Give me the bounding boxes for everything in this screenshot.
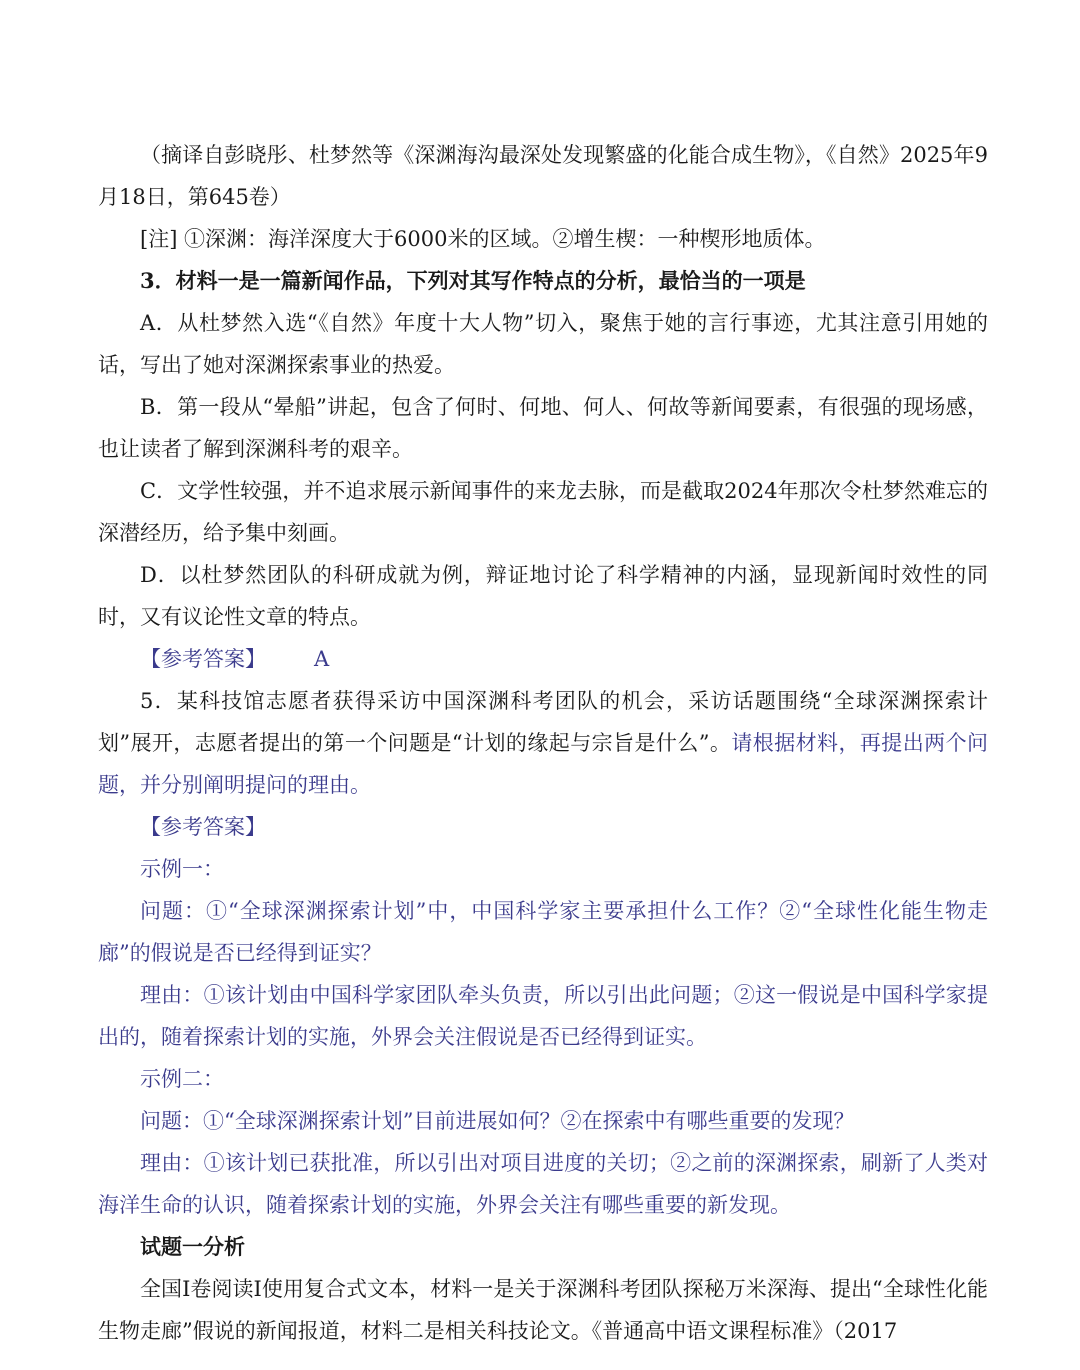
example-2-reason: 理由：①该计划已获批准，所以引出对项目进度的关切；②之前的深渊探索，刷新了人类对海洋生命的认识，随着探索计划的实施，外界会关注有哪些重要的新发现。 bbox=[98, 1151, 988, 1217]
question-3-option-b: B．第一段从“晕船”讲起，包含了何时、何地、何人、何故等新闻要素，有很强的现场感，也让读者了解到深渊科考的艰辛。 bbox=[98, 395, 988, 461]
question-3-option-d: D．以杜梦然团队的科研成就为例，辩证地讨论了科学精神的内涵，显现新闻时效性的同时，又有议论性文章的特点。 bbox=[98, 563, 988, 629]
question-3-stem: 3．材料一是一篇新闻作品，下列对其写作特点的分析，最恰当的一项是 bbox=[140, 268, 806, 293]
example-2-question: 问题：①“全球深渊探索计划”目前进展如何？②在探索中有哪些重要的发现？ bbox=[140, 1109, 855, 1133]
question-3-option-a: A．从杜梦然入选“《自然》年度十大人物”切入，聚焦于她的言行事迹，尤其注意引用她的话，写出了她对深渊探索事业的热爱。 bbox=[98, 311, 988, 377]
source-citation: （摘译自彭晓彤、杜梦然等《深渊海沟最深处发现繁盛的化能合成生物》，《自然》2025年9月18日，第645卷） bbox=[98, 143, 988, 209]
analysis-text: 全国Ⅰ卷阅读Ⅰ使用复合式文本，材料一是关于深渊科考团队探秘万米深海、提出“全球性化能生物走廊”假说的新闻报道，材料二是相关科技论文。《普通高中语文课程标准》（2017 bbox=[98, 1277, 988, 1343]
answer-label: 【参考答案】 bbox=[140, 647, 266, 671]
question-3-answer-line bbox=[98, 638, 988, 680]
document-body bbox=[98, 134, 988, 1352]
question-5-stem bbox=[98, 680, 988, 806]
question-5-stem-text: 5．某科技馆志愿者获得采访中国深渊科考团队的机会，采访话题围绕“全球深渊探索计划”展开，志愿者提出的第一个问题是“计划的缘起与宗旨是什么”。 bbox=[98, 689, 988, 755]
page-bottom-edge bbox=[0, 1360, 1080, 1370]
example-2-label: 示例二： bbox=[140, 1067, 224, 1091]
annotation-note: [注] ①深渊：海洋深度大于6000米的区域。②增生楔：一种楔形地质体。 bbox=[140, 227, 826, 251]
example-1-question: 问题：①“全球深渊探索计划”中，中国科学家主要承担什么工作？②“全球性化能生物走廊”的假说是否已经得到证实？ bbox=[98, 899, 988, 965]
question-5-stem-instruction: 请根据材料，再提出两个问题，并分别阐明提问的理由。 bbox=[98, 731, 988, 797]
question-5-answer-label: 【参考答案】 bbox=[140, 815, 266, 839]
question-3-option-c: C．文学性较强，并不追求展示新闻事件的来龙去脉，而是截取2024年那次令杜梦然难忘的深潜经历，给予集中刻画。 bbox=[98, 479, 988, 545]
analysis-heading: 试题一分析 bbox=[140, 1234, 245, 1259]
example-1-label: 示例一： bbox=[140, 857, 224, 881]
example-1-reason: 理由：①该计划由中国科学家团队牵头负责，所以引出此问题；②这一假说是中国科学家提出的，随着探索计划的实施，外界会关注假说是否已经得到证实。 bbox=[98, 983, 988, 1049]
answer-value: A bbox=[314, 647, 330, 671]
